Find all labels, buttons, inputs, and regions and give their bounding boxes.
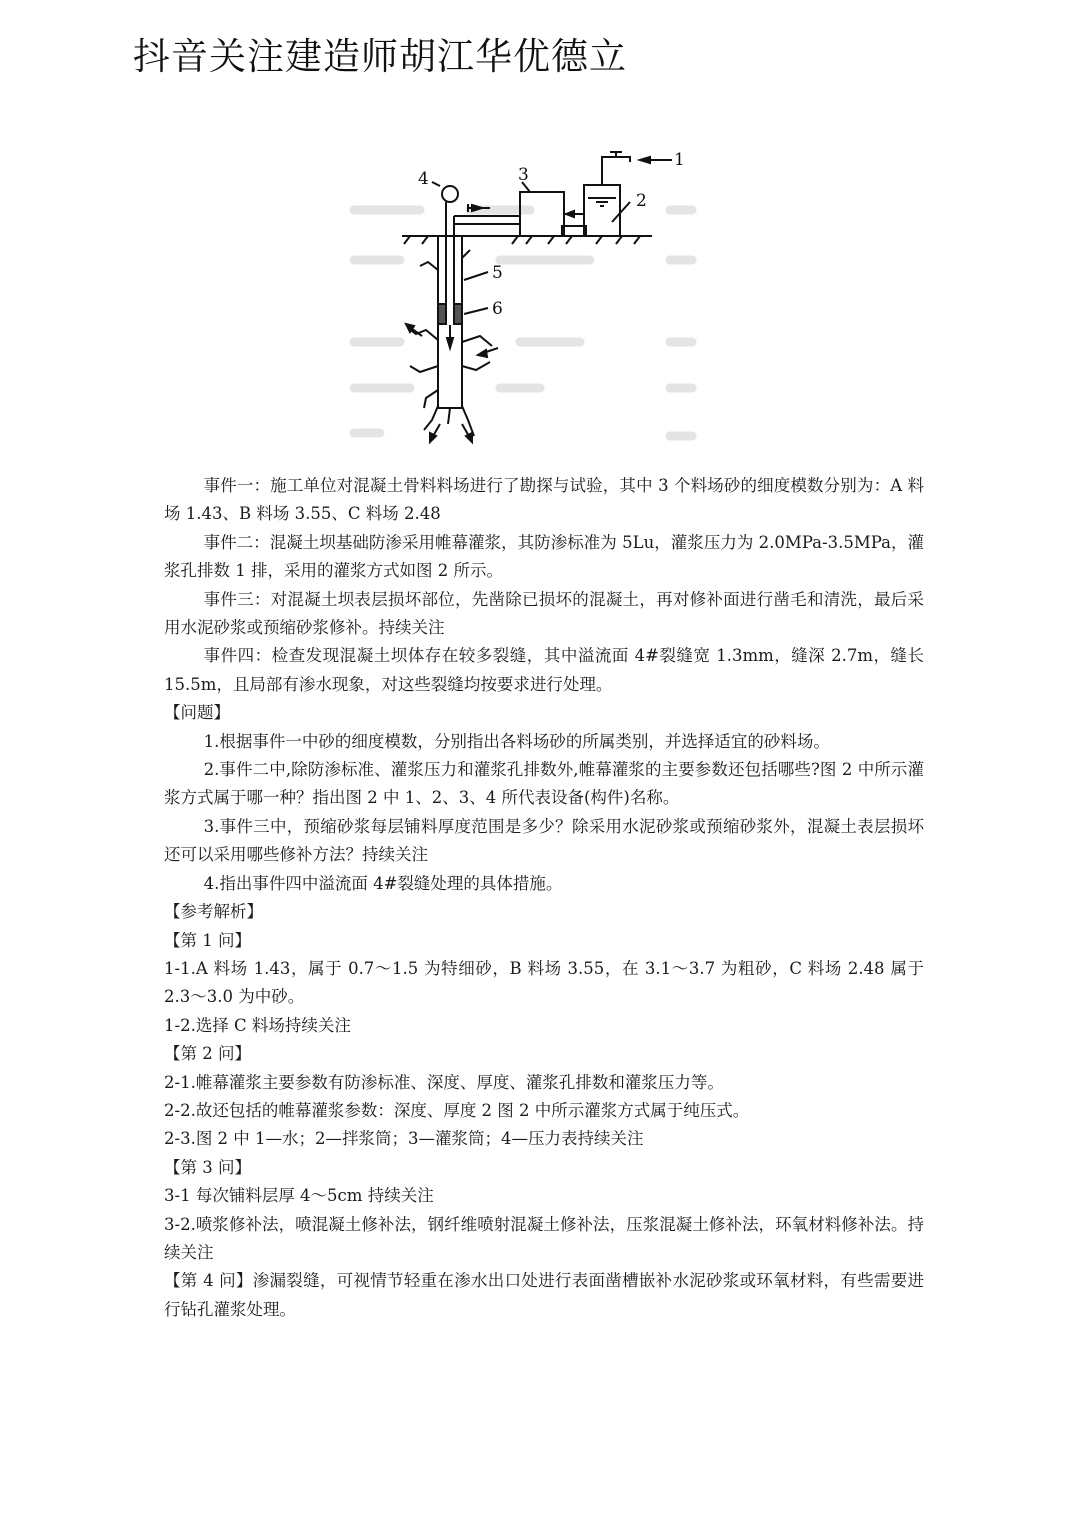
grouting-diagram [340, 140, 710, 460]
exam-content [164, 472, 924, 1324]
figure-label-3: 3 [518, 165, 529, 185]
answer-2-3: 2-3.图 2 中 1—水；2—拌浆筒；3—灌浆筒；4—压力表持续关注 [164, 1129, 644, 1149]
question-1: 1.根据事件一中砂的细度模数，分别指出各料场砂的所属类别，并选择适宜的砂料场。 [203, 731, 830, 751]
event-3: 事件三：对混凝土坝表层损坏部位，先凿除已损坏的混凝土，再对修补面进行凿毛和清洗，最后采用水泥砂浆或预缩砂浆修补。持续关注 [164, 589, 924, 638]
figure-label-6: 6 [492, 299, 503, 319]
figure-label-4: 4 [418, 169, 429, 189]
question-4: 4.指出事件四中溢流面 4#裂缝处理的具体措施。 [203, 873, 563, 893]
figure-label-2: 2 [636, 191, 647, 211]
answer-3-1: 3-1 每次铺料层厚 4～5cm 持续关注 [164, 1186, 434, 1206]
figure-label-5: 5 [492, 263, 503, 283]
answer-1-heading: 【第 1 问】 [164, 930, 251, 950]
answer-2-1: 2-1.帷幕灌浆主要参数有防渗标准、深度、厚度、灌浆孔排数和灌浆压力等。 [164, 1072, 724, 1092]
answer-4 [164, 1267, 924, 1324]
questions-heading: 【问题】 [164, 703, 230, 723]
answer-3-heading: 【第 3 问】 [164, 1157, 251, 1177]
event-2: 事件二：混凝土坝基础防渗采用帷幕灌浆，其防渗标准为 5Lu，灌浆压力为 2.0MPa-3.5MPa，灌浆孔排数 1 排，采用的灌浆方式如图 2 所示。 [164, 532, 924, 581]
answer-1-2: 1-2.选择 C 料场持续关注 [164, 1015, 351, 1035]
water-supply-pipe [602, 157, 630, 185]
page-header-title: 抖音关注建造师胡江华优德立 [133, 35, 627, 78]
event-1: 事件一：施工单位对混凝土骨料料场进行了勘探与试验，其中 3 个料场砂的细度模数分别为：A 料场 1.43、B 料场 3.55、C 料场 2.48 [164, 476, 924, 524]
answer-4-heading: 【第 4 问】 [164, 1271, 253, 1291]
pressure-gauge-icon [442, 186, 458, 202]
figure-label-1: 1 [674, 150, 685, 170]
event-4: 事件四：检查发现混凝土坝体存在较多裂缝，其中溢流面 4#裂缝宽 1.3mm，缝深 2.7m，缝长 15.5m，且局部有渗水现象，对这些裂缝均按要求进行处理。 [164, 646, 924, 694]
question-2: 2.事件二中,除防渗标准、灌浆压力和灌浆孔排数外,帷幕灌浆的主要参数还包括哪些?图 2 中所示灌浆方式属于哪一种？指出图 2 中 1、2、3、4 所代表设备(构件)名称。 [164, 760, 924, 808]
question-3: 3.事件三中，预缩砂浆每层铺料厚度范围是多少？除采用水泥砂浆或预缩砂浆外，混凝土表层损坏还可以采用哪些修补方法？持续关注 [164, 816, 924, 865]
answer-2-2: 2-2.故还包括的帷幕灌浆参数：深度、厚度 2 图 2 中所示灌浆方式属于纯压式。 [164, 1100, 750, 1120]
packer [438, 304, 446, 324]
analysis-heading: 【参考解析】 [164, 902, 263, 922]
answer-2-heading: 【第 2 问】 [164, 1044, 251, 1064]
answer-4-text: 渗漏裂缝，可视情节轻重在渗水出口处进行表面凿槽嵌补水泥砂浆或环氧材料，有些需要进行钻孔灌浆处理。 [164, 1271, 925, 1319]
mixing-barrel [584, 185, 620, 236]
answer-1-1: 1-1.A 料场 1.43，属于 0.7～1.5 为特细砂，B 料场 3.55，在 3.1～3.7 为粗砂，C 料场 2.48 属于 2.3～3.0 为中砂。 [164, 958, 924, 1007]
answer-3-2: 3-2.喷浆修补法，喷混凝土修补法，钢纤维喷射混凝土修补法，压浆混凝土修补法，环氧材料修补法。持续关注 [164, 1214, 924, 1262]
